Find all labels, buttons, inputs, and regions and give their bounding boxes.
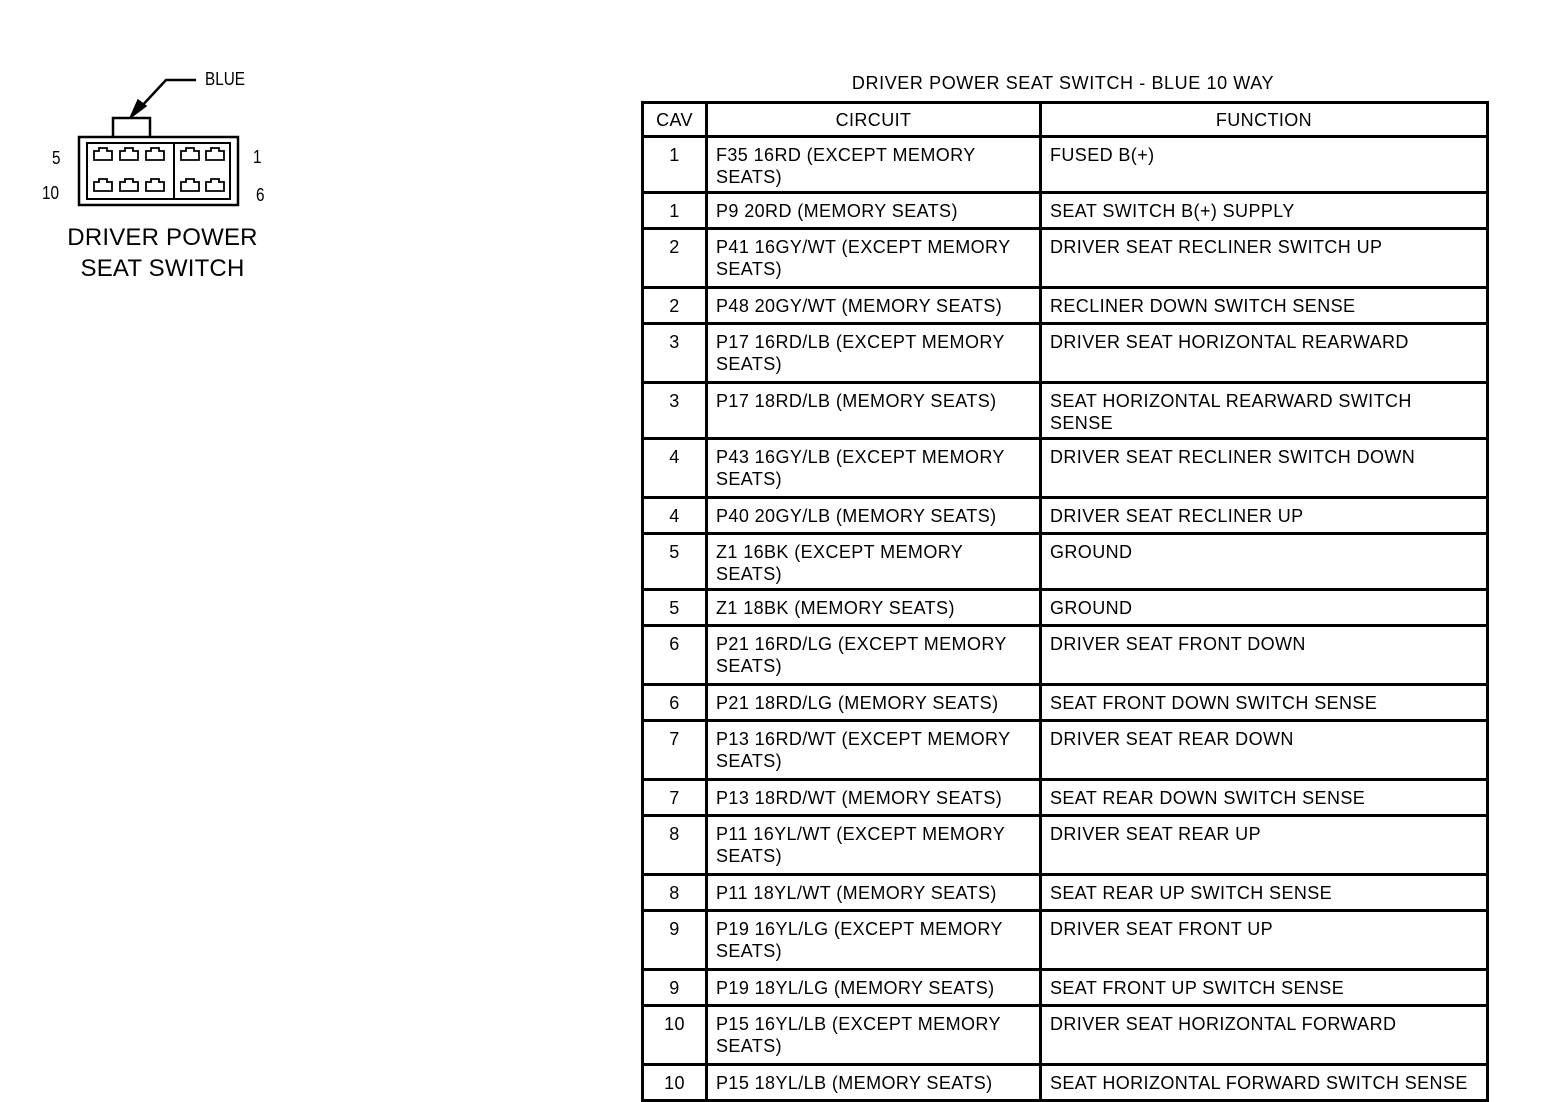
cav-cell: 5 [643,590,707,626]
function-cell: DRIVER SEAT HORIZONTAL REARWARD [1041,324,1488,383]
table-row [643,498,1488,534]
function-cell: GROUND [1041,590,1488,626]
circuit-cell: P13 16RD/WT (EXCEPT MEMORY SEATS) [707,721,1041,780]
table-row [643,534,1488,590]
circuit-cell: P13 18RD/WT (MEMORY SEATS) [707,780,1041,816]
circuit-cell: P19 16YL/LG (EXCEPT MEMORY SEATS) [707,911,1041,970]
pinout-table [641,101,1489,1102]
table-row [643,721,1488,780]
function-cell: SEAT FRONT UP SWITCH SENSE [1041,970,1488,1006]
table-row [643,229,1488,288]
cav-cell: 4 [643,439,707,498]
circuit-cell: Z1 18BK (MEMORY SEATS) [707,590,1041,626]
header-circuit: CIRCUIT [707,103,1041,137]
circuit-cell: P41 16GY/WT (EXCEPT MEMORY SEATS) [707,229,1041,288]
pin-label-top-right: 1 [253,147,262,167]
circuit-cell: P11 18YL/WT (MEMORY SEATS) [707,875,1041,911]
circuit-cell: P40 20GY/LB (MEMORY SEATS) [707,498,1041,534]
cav-cell: 3 [643,383,707,439]
cav-cell: 1 [643,137,707,193]
function-cell: SEAT FRONT DOWN SWITCH SENSE [1041,685,1488,721]
circuit-cell: Z1 16BK (EXCEPT MEMORY SEATS) [707,534,1041,590]
cav-cell: 8 [643,875,707,911]
cav-cell: 2 [643,288,707,324]
table-row [643,137,1488,193]
circuit-cell: P21 16RD/LG (EXCEPT MEMORY SEATS) [707,626,1041,685]
cav-cell: 3 [643,324,707,383]
circuit-cell: P17 18RD/LB (MEMORY SEATS) [707,383,1041,439]
function-cell: DRIVER SEAT RECLINER SWITCH DOWN [1041,439,1488,498]
function-cell: DRIVER SEAT REAR UP [1041,816,1488,875]
table-row [643,439,1488,498]
header-function: FUNCTION [1041,103,1488,137]
cav-cell: 1 [643,193,707,229]
circuit-cell: P17 16RD/LB (EXCEPT MEMORY SEATS) [707,324,1041,383]
cav-cell: 10 [643,1065,707,1101]
table-title: DRIVER POWER SEAT SWITCH - BLUE 10 WAY [851,73,1275,93]
table-row [643,383,1488,439]
table-row [643,626,1488,685]
table-row [643,193,1488,229]
cav-cell: 6 [643,685,707,721]
cav-cell: 6 [643,626,707,685]
table-row [643,1065,1488,1101]
function-cell: DRIVER SEAT FRONT DOWN [1041,626,1488,685]
function-cell: SEAT HORIZONTAL REARWARD SWITCH SENSE [1041,383,1488,439]
function-cell: GROUND [1041,534,1488,590]
function-cell: DRIVER SEAT RECLINER UP [1041,498,1488,534]
cav-cell: 5 [643,534,707,590]
function-cell: FUSED B(+) [1041,137,1488,193]
pin-label-bottom-left: 10 [42,183,60,203]
table-row [643,288,1488,324]
table-row [643,875,1488,911]
table-row [643,816,1488,875]
table-row [643,590,1488,626]
cav-cell: 10 [643,1006,707,1065]
table-row [643,970,1488,1006]
table-row [643,685,1488,721]
circuit-cell: P48 20GY/WT (MEMORY SEATS) [707,288,1041,324]
cav-cell: 9 [643,911,707,970]
cav-cell: 9 [643,970,707,1006]
table-row [643,324,1488,383]
cav-cell: 4 [643,498,707,534]
header-cav: CAV [643,103,707,137]
circuit-cell: P21 18RD/LG (MEMORY SEATS) [707,685,1041,721]
pin-label-top-left: 5 [52,148,61,168]
function-cell: SEAT SWITCH B(+) SUPPLY [1041,193,1488,229]
circuit-cell: P11 16YL/WT (EXCEPT MEMORY SEATS) [707,816,1041,875]
table-row [643,1006,1488,1065]
color-leader-line [140,80,196,108]
connector-caption: DRIVER POWER SEAT SWITCH [67,224,258,282]
table-header-row [643,103,1488,137]
function-cell: DRIVER SEAT FRONT UP [1041,911,1488,970]
circuit-cell: P43 16GY/LB (EXCEPT MEMORY SEATS) [707,439,1041,498]
circuit-cell: P15 18YL/LB (MEMORY SEATS) [707,1065,1041,1101]
cav-cell: 2 [643,229,707,288]
function-cell: SEAT REAR UP SWITCH SENSE [1041,875,1488,911]
function-cell: DRIVER SEAT REAR DOWN [1041,721,1488,780]
circuit-cell: F35 16RD (EXCEPT MEMORY SEATS) [707,137,1041,193]
function-cell: SEAT HORIZONTAL FORWARD SWITCH SENSE [1041,1065,1488,1101]
cav-cell: 7 [643,780,707,816]
pin-label-bottom-right: 6 [256,185,265,205]
table-row [643,911,1488,970]
function-cell: RECLINER DOWN SWITCH SENSE [1041,288,1488,324]
connector-color-label: BLUE [205,69,245,89]
circuit-cell: P15 16YL/LB (EXCEPT MEMORY SEATS) [707,1006,1041,1065]
circuit-cell: P9 20RD (MEMORY SEATS) [707,193,1041,229]
table-row [643,780,1488,816]
cav-cell: 8 [643,816,707,875]
function-cell: DRIVER SEAT RECLINER SWITCH UP [1041,229,1488,288]
cav-cell: 7 [643,721,707,780]
function-cell: SEAT REAR DOWN SWITCH SENSE [1041,780,1488,816]
circuit-cell: P19 18YL/LG (MEMORY SEATS) [707,970,1041,1006]
function-cell: DRIVER SEAT HORIZONTAL FORWARD [1041,1006,1488,1065]
